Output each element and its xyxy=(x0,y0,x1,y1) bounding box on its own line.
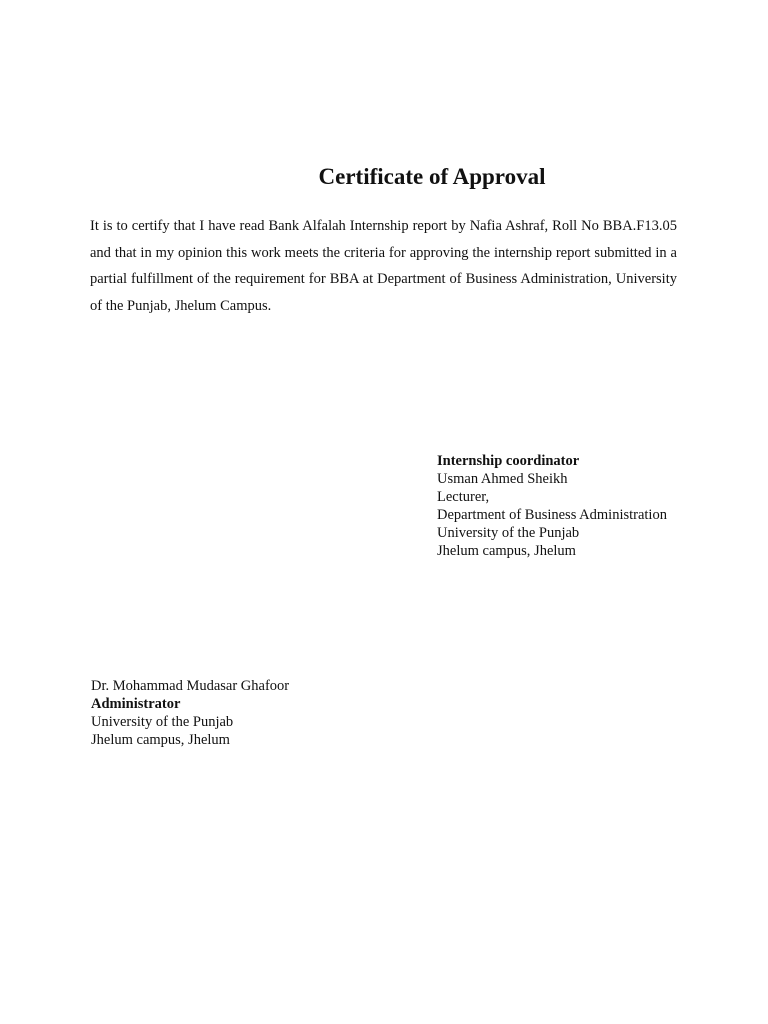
coordinator-designation: Lecturer, xyxy=(437,489,490,505)
coordinator-university: University of the Punjab xyxy=(437,525,580,541)
coordinator-name: Usman Ahmed Sheikh xyxy=(437,471,568,487)
coordinator-campus: Jhelum campus, Jhelum xyxy=(437,543,576,559)
administrator-university: University of the Punjab xyxy=(91,714,234,730)
coordinator-department: Department of Business Administration xyxy=(437,507,667,523)
administrator-role: Administrator xyxy=(91,696,181,712)
coordinator-role: Internship coordinator xyxy=(437,453,580,469)
administrator-signature-block xyxy=(91,677,289,749)
coordinator-signature-block xyxy=(437,452,667,560)
certificate-body: It is to certify that I have read Bank Alfalah Internship report by Nafia Ashraf, Roll No BBA.F13.05 and that in my opinion this work meets the criteria for approving the internship report submitted in a partial fulfillment of the requirement for BBA at Department of Business Administration, University of the Punjab, Jhelum Campus. xyxy=(90,218,677,314)
administrator-campus: Jhelum campus, Jhelum xyxy=(91,732,230,748)
administrator-name: Dr. Mohammad Mudasar Ghafoor xyxy=(91,678,290,694)
certificate-title: Certificate of Approval xyxy=(318,164,546,189)
